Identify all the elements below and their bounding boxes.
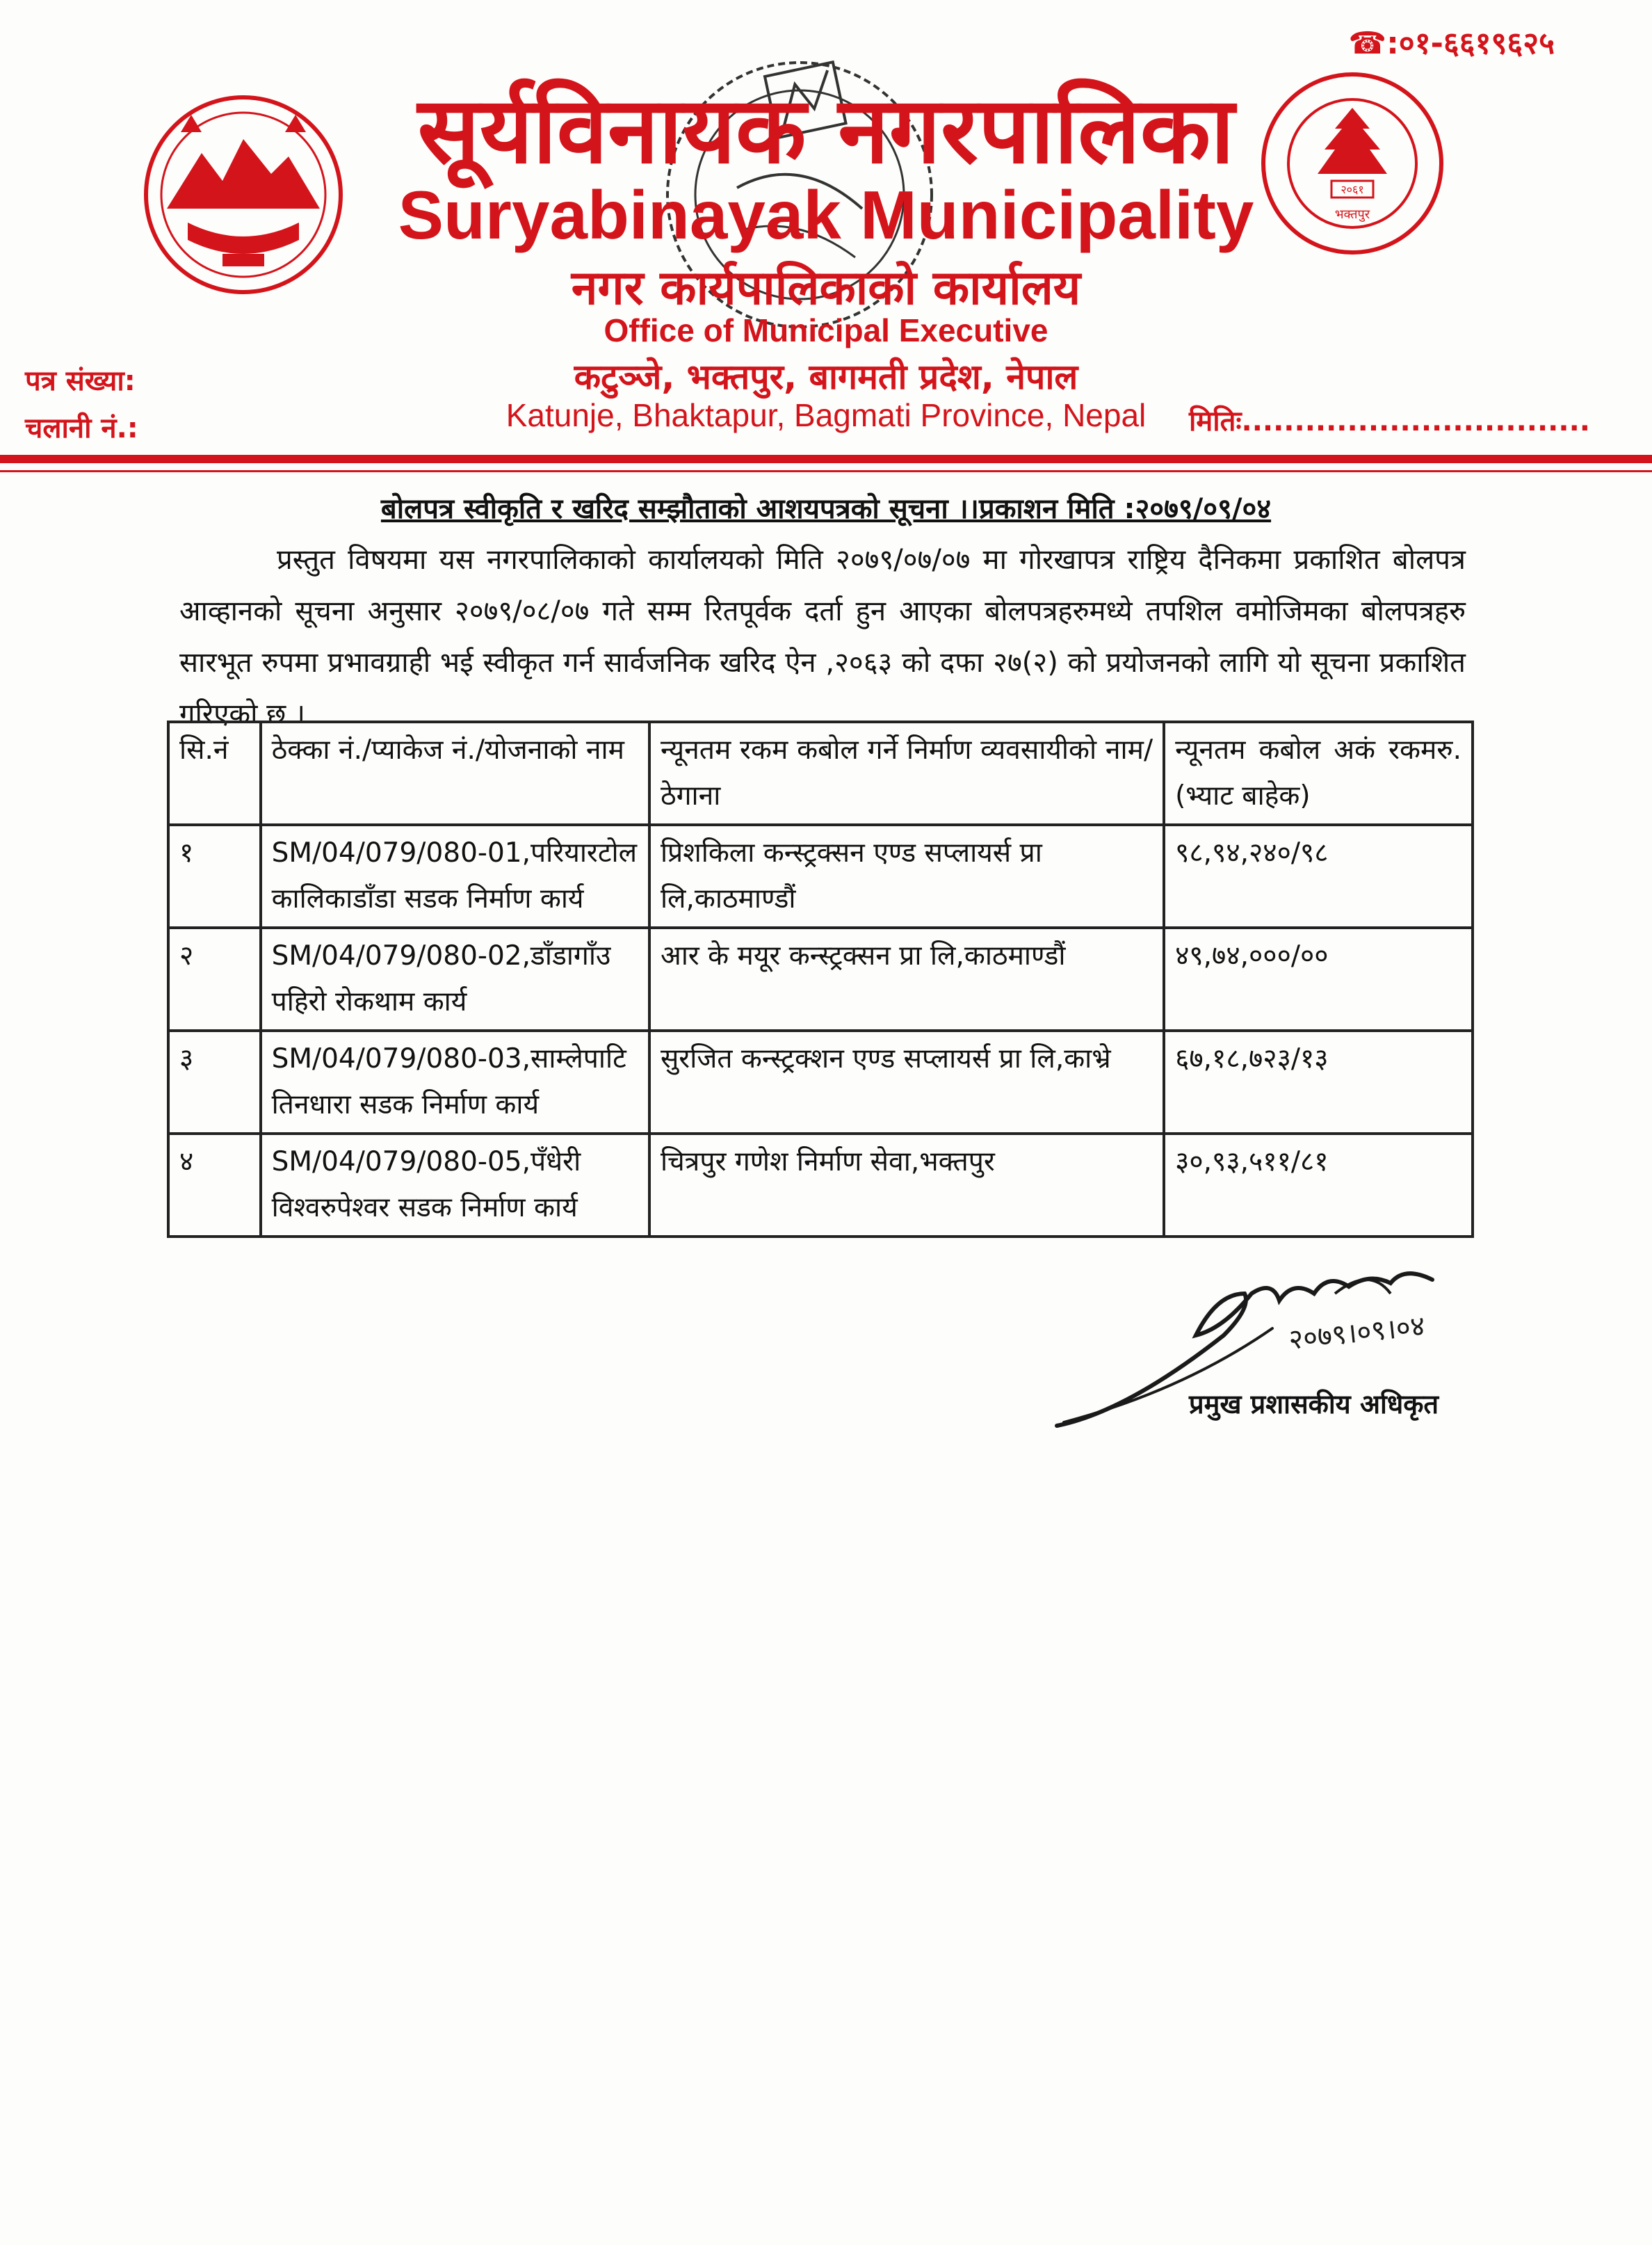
package-code: SM/04/079/080-03,	[271, 1043, 531, 1075]
office-name-nepali: नगर कार्यपालिकाको कार्यालय	[571, 261, 1081, 316]
cell-contractor: सुरजित कन्स्ट्रक्शन एण्ड सप्लायर्स प्रा लि,काभ्रे	[649, 1031, 1164, 1134]
address-nepali: कटुञ्जे, भक्तपुर, बागमती प्रदेश, नेपाल	[574, 357, 1078, 397]
cell-package	[261, 1031, 649, 1134]
col-header-serial: सि.नं	[168, 722, 261, 825]
cell-serial: ४	[168, 1134, 261, 1237]
table-row	[168, 1031, 1473, 1134]
table-row	[168, 1134, 1473, 1237]
cell-serial: २	[168, 928, 261, 1031]
cell-serial: ३	[168, 1031, 261, 1134]
signatory-title: प्रमुख प्रशासकीय अधिकृत	[1189, 1389, 1439, 1419]
project-name: साम्लेपाटि तिनधारा सडक निर्माण कार्य	[271, 1043, 626, 1120]
svg-text:२०६१: २०६१	[1341, 183, 1364, 196]
cell-package	[261, 928, 649, 1031]
cell-package	[261, 1134, 649, 1237]
table-row	[168, 825, 1473, 928]
municipality-title-nepali: सूर्यविनायक नगरपालिका	[417, 77, 1235, 184]
office-name-english: Office of Municipal Executive	[604, 312, 1048, 348]
col-header-amount: न्यूनतम कबोल अकं रकमरु.(भ्याट बाहेक)	[1164, 722, 1473, 825]
cell-amount: ३०,९३,५११/८१	[1164, 1134, 1473, 1237]
header-divider-thin	[0, 470, 1652, 472]
col-header-package: ठेक्का नं./प्याकेज नं./योजनाको नाम	[261, 722, 649, 825]
notice-title: बोलपत्र स्वीकृति र खरिद सम्झौताको आशयपत्रको सूचना ।।प्रकाशन मिति :२०७९/०९/०४	[380, 493, 1272, 525]
cell-amount: ९८,९४,२४०/९८	[1164, 825, 1473, 928]
col-header-contractor: न्यूनतम रकम कबोल गर्ने निर्माण व्यवसायीको नाम/ठेगाना	[649, 722, 1164, 825]
cell-amount: ६७,१८,७२३/१३	[1164, 1031, 1473, 1134]
package-code: SM/04/079/080-01,	[271, 837, 531, 869]
cell-package	[261, 825, 649, 928]
svg-text:भक्तपुर: भक्तपुर	[1334, 207, 1370, 222]
address-english: Katunje, Bhaktapur, Bagmati Province, Nepal	[505, 397, 1147, 433]
phone-number: ☎:०१-६६१९६२५	[1348, 26, 1555, 61]
date-label: मितिः.................................	[1189, 405, 1590, 437]
table-row	[168, 928, 1473, 1031]
cell-contractor: आर के मयूर कन्स्ट्रक्सन प्रा लि,काठमाण्डौं	[649, 928, 1164, 1031]
package-code: SM/04/079/080-02,	[271, 940, 531, 972]
cell-serial: १	[168, 825, 261, 928]
table-header-row	[168, 722, 1473, 825]
bid-results-table	[167, 721, 1474, 1238]
notice-body: प्रस्तुत विषयमा यस नगरपालिकाको कार्यालयको मिति २०७९/०७/०७ मा गोरखापत्र राष्ट्रिय दैनिकमा प्रकाशित बोलपत्र आव्हानको सूचना अनुसार २०७९/०८/०७ गते सम्म रितपूर्वक दर्ता हुन आएका बोलपत्रहरुमध्ये तपशिल वमोजिमका बोलपत्रहरु सारभूत रुपमा प्रभावग्राही भई स्वीकृत गर्न सार्वजनिक खरिद ऐन ,२०६३ को दफा २७(२) को प्रयोजनको लागि यो सूचना प्रकाशित गरिएको छ ।	[179, 544, 1466, 730]
svg-text:२०७९।०९।०४: २०७९।०९।०४	[1287, 1310, 1427, 1356]
dispatch-number-label: चलानी नं.:	[25, 412, 138, 444]
cell-contractor: चित्रपुर गणेश निर्माण सेवा,भक्तपुर	[649, 1134, 1164, 1237]
municipality-title-english: Suryabinayak Municipality	[398, 177, 1254, 253]
cell-contractor: प्रिशकिला कन्स्ट्रक्सन एण्ड सप्लायर्स प्रा लि,काठमाण्डौं	[649, 825, 1164, 928]
project-name: डाँडागाँउ पहिरो रोकथाम कार्य	[271, 940, 611, 1017]
project-name: परियारटोल कालिकाडाँडा सडक निर्माण कार्य	[271, 837, 638, 915]
header-divider-thick	[0, 455, 1652, 463]
cell-amount: ४९,७४,०००/००	[1164, 928, 1473, 1031]
letter-number-label: पत्र संख्या:	[25, 365, 136, 397]
project-name: पँधेरी विश्वरुपेश्वर सडक निर्माण कार्य	[271, 1146, 581, 1223]
package-code: SM/04/079/080-05,	[271, 1146, 531, 1177]
